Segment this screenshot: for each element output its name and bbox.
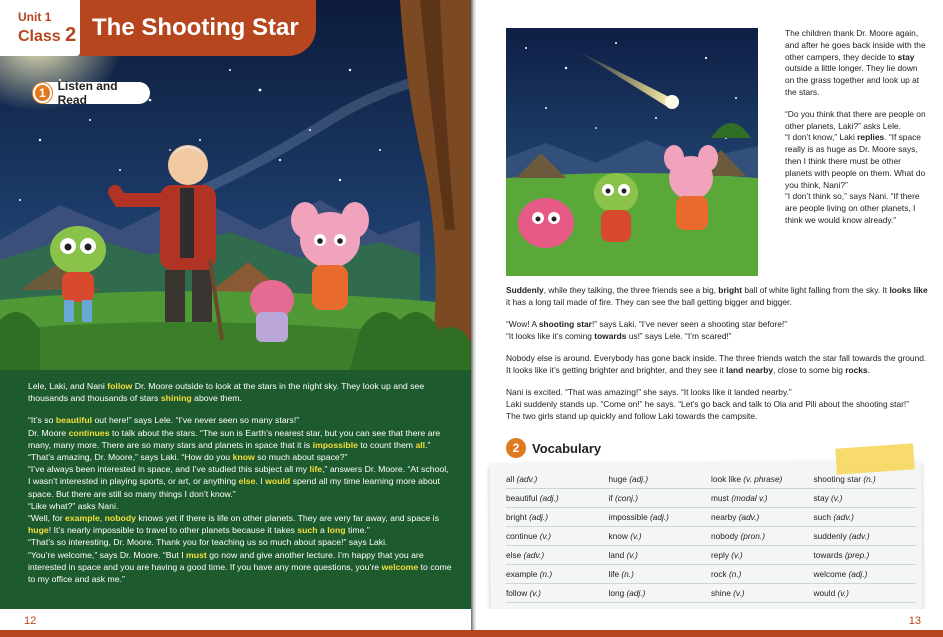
vocabulary-row [506,508,916,527]
vocabulary-word: all (adv.) [506,474,538,484]
story-line: Nani is excited. “That was amazing!” she says. “It looks like it landed nearby.” [506,387,792,397]
vocabulary-word: nobody (pron.) [711,531,765,541]
vocabulary-word: rock (n.) [711,569,742,579]
class-number: 2 [65,24,77,46]
section-number: 1 [33,83,52,103]
story-line: “I’ve always been interested in space, and I’ve studied this subject all my life,” answers Dr. Moore. “At school, I wasn’t interested in playing sports, or art, or anything else. I would spend all my time learning more about space. But there are still so many things I don’t know.” [28,464,449,499]
shooting-star-scene-icon [506,28,758,276]
class-label [18,24,76,47]
vocabulary-word: would (v.) [813,588,849,598]
vocabulary-word: impossible (adj.) [608,512,669,522]
story-paragraph: Nobody else is around. Everybody has gone back inside. The three friends watch the star fall towards the ground. It looks like it’s getting brighter and brighter, and they see it land nearby, close to some big rocks. [506,353,927,375]
class-word: Class [18,28,61,45]
vocabulary-word: bright (adj.) [506,512,548,522]
vocabulary-word: huge (adj.) [608,474,649,484]
vocabulary-word: stay (v.) [813,493,843,503]
story-paragraph [785,109,929,227]
section-title: Listen and Read [57,79,118,107]
vocabulary-word: beautiful (adj.) [506,493,559,503]
listen-and-read-label [32,79,150,107]
section-number: 2 [506,438,526,458]
story-line: “I don’t know,” Laki replies. “If space really is as huge as Dr. Moore says, then I think there must be other planets with people on them. What do you think, Nani?” [785,132,926,190]
vocabulary-word: if (conj.) [608,493,639,503]
story-text-right-side [785,28,929,237]
story-line: “Like what?” asks Nani. [28,500,119,511]
story-line: “You’re welcome,” says Dr. Moore. “But I must go now and give another lecture. I’m happy that you are interested in space and you are having a good time. If you have any more questions, you’re welcome to come to my office and ask me.” [28,549,452,585]
story-paragraph [506,318,930,342]
vocabulary-word: life (n.) [608,569,634,579]
story-line: “That’s so interesting, Dr. Moore. Thank you for teaching us so much about space!” says Laki. [28,537,388,548]
vocabulary-word: look like (v. phrase) [711,474,783,484]
vocabulary-word: shine (v.) [711,588,745,598]
vocabulary-row [506,527,916,546]
section-title: Vocabulary [532,440,602,456]
vocabulary-word: follow (v.) [506,588,541,598]
bottom-strip [0,630,943,637]
story-line: “Wow! A shooting star!” says Laki. “I’ve never seen a shooting star before!” [506,319,787,329]
vocabulary-word: suddenly (adv.) [813,531,870,541]
unit-badge [0,0,80,56]
title-bar [80,0,316,56]
story-paragraph: The children thank Dr. Moore again, and after he goes back inside with the other campers, they decide to stay outside a little longer. They lie down on the grass together and look up at the stars. [785,28,926,97]
vocabulary-row [506,470,916,489]
right-page [476,0,943,637]
story-line: “That’s amazing, Dr. Moore,” says Laki. “How do you know so much about space?” [28,452,348,463]
vocabulary-row [506,584,916,603]
story-paragraph: Suddenly, while they talking, the three friends see a big, bright ball of white light falling from the sky. It looks like it has a long tail made of fire. They can see the ball getting bigger and bigger. [506,285,928,307]
vocabulary-word: must (modal v.) [711,493,768,503]
story-line: “Do you think that there are people on other planets, Laki?” asks Lele. [785,108,926,131]
vocabulary-word: towards (prep.) [813,550,870,560]
story-line: “I don’t think so,” says Nani. “If there are people living on other planets, I think we would know already.” [785,191,920,225]
story-line: “It looks like it’s coming towards us!” says Lele. “I’m scared!” [506,331,732,341]
story-text-right-bottom [506,284,930,432]
vocabulary-word: continue (v.) [506,531,552,541]
vocabulary-word: welcome (adj.) [813,569,868,579]
story-text-left [28,380,453,595]
page-title: The Shooting Star [92,14,299,41]
vocabulary-row [506,546,916,565]
story-line: “Well, for example, nobody knows yet if there is life on other planets. They are very far away, and space is huge! It’s nearly impossible to travel to other planets because it takes such a long time.” [28,513,439,536]
vocabulary-row [506,565,916,584]
page-number-right: 13 [908,615,921,627]
page-number-left: 12 [24,615,37,627]
story-line: Laki suddenly stands up. “Come on!” he says. “Let’s go back and talk to Ola and Pili about the shooting star!” [506,399,910,409]
vocabulary-row [506,489,916,508]
vocabulary-word: land (v.) [608,550,638,560]
vocabulary-word: such (adv.) [813,512,854,522]
vocabulary-word: nearby (adv.) [711,512,760,522]
vocabulary-word: reply (v.) [711,550,743,560]
unit-label: Unit 1 [18,10,52,24]
vocabulary-word: long (adj.) [608,588,646,598]
vocabulary-table [506,470,916,603]
vocabulary-word: example (n.) [506,569,553,579]
story-paragraph [506,386,930,422]
vocabulary-word: shooting star (n.) [813,474,876,484]
story-paragraph: Lele, Laki, and Nani follow Dr. Moore outside to look at the stars in the night sky. They look up and see thousands and thousands of stars shining above them. [28,381,425,404]
vocabulary-word: know (v.) [608,531,642,541]
story-paragraph [28,414,453,585]
story-line: The two girls stand up quickly and follow Laki towards the campsite. [506,411,758,421]
story-line: “It’s so beautiful out here!” says Lele. “I’ve never seen so many stars!” [28,415,300,426]
vocabulary-word: else (adv.) [506,550,545,560]
story-line: Dr. Moore continues to talk about the stars. “The sun is Earth’s nearest star, but you can see that there are many, many more. There are so many stars and planets in space that it is impossible to count them all.” [28,427,441,450]
vocabulary-label [506,438,601,458]
